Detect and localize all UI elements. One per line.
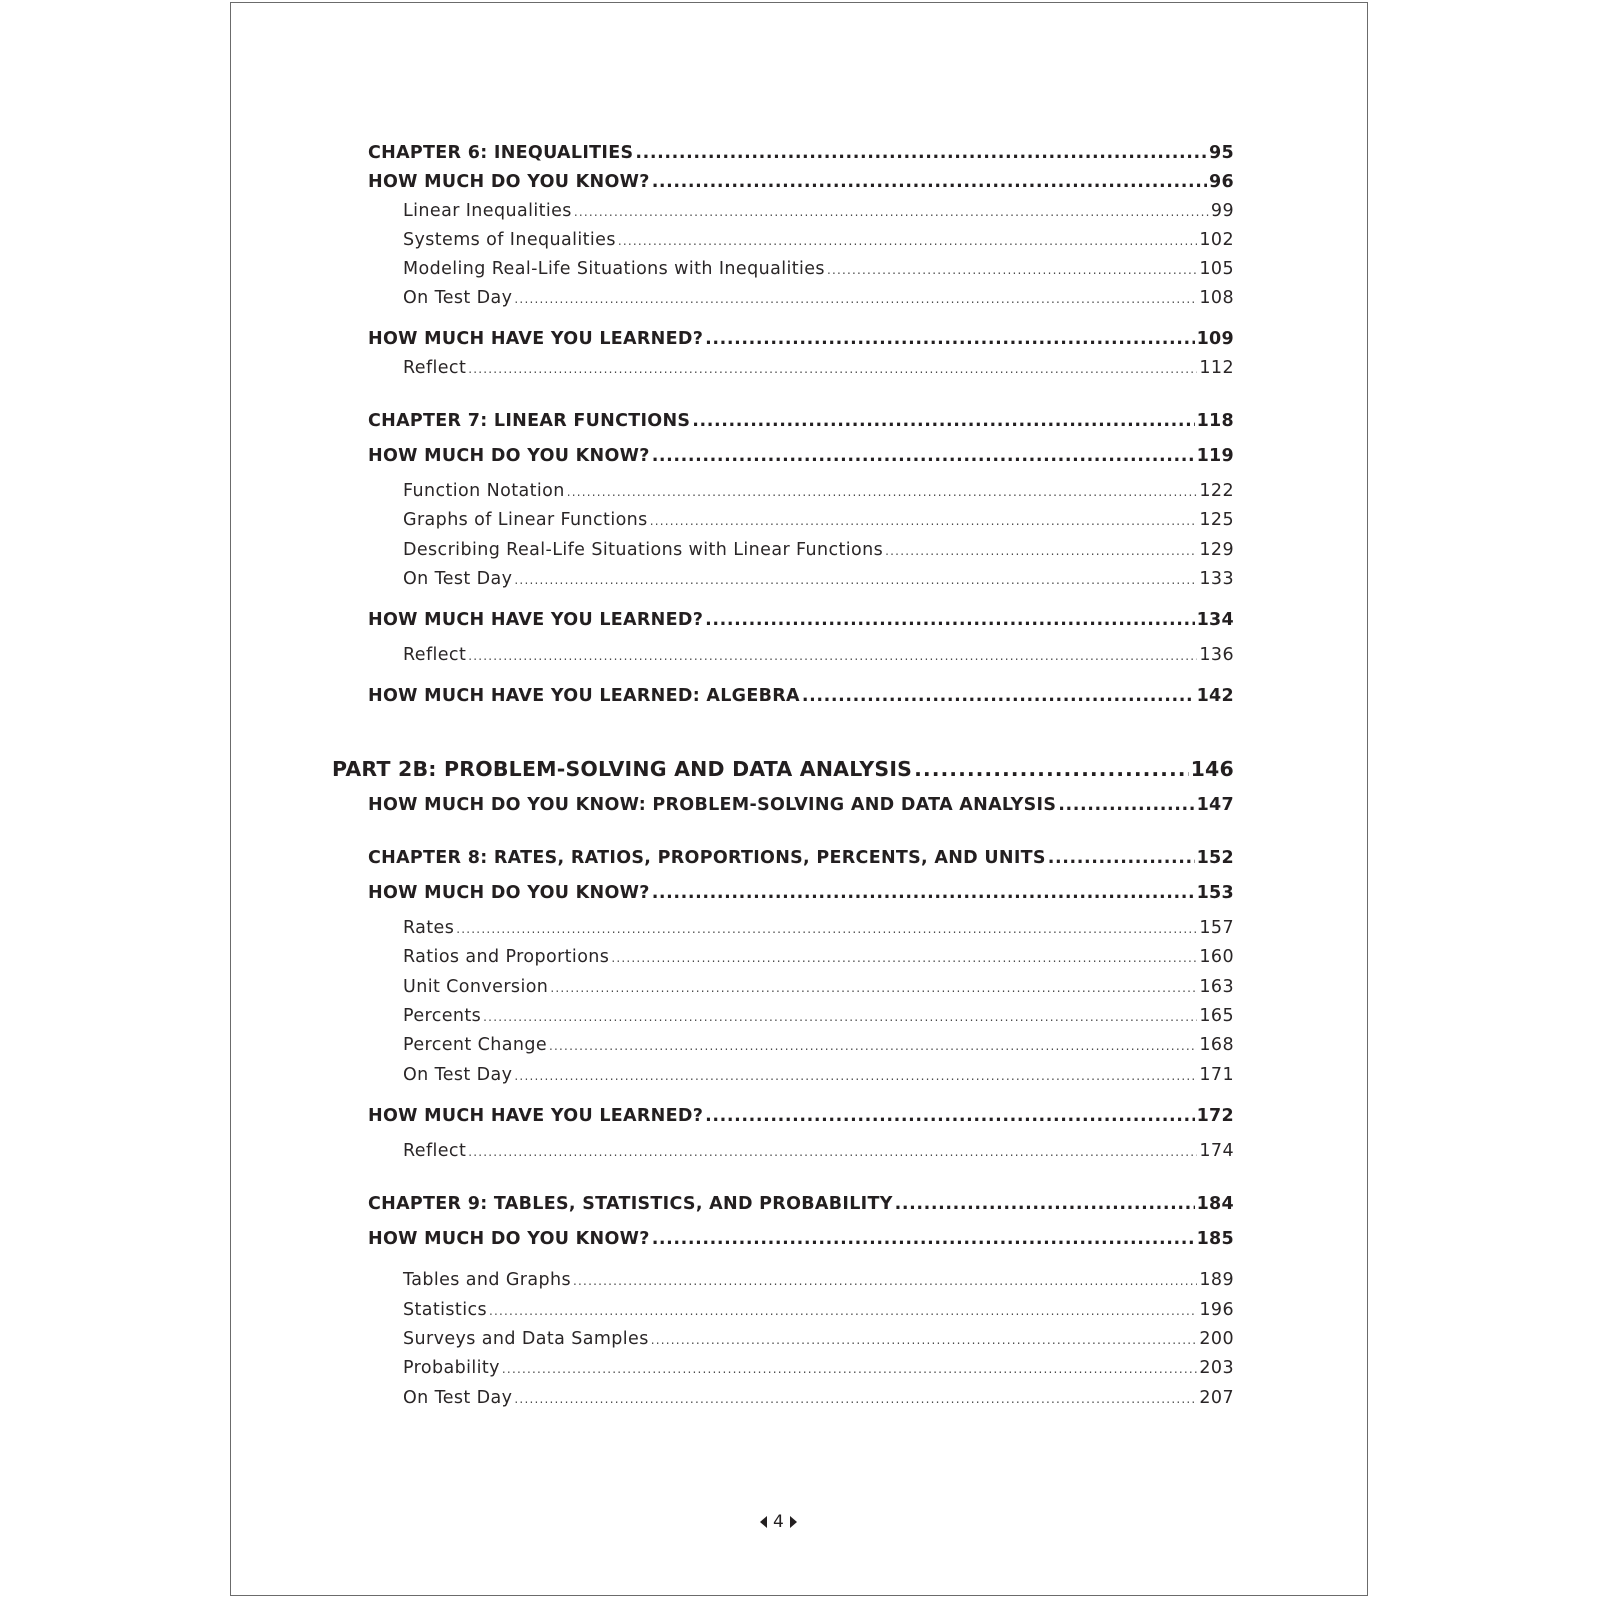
toc-entry-title: Systems of Inequalities xyxy=(403,230,616,250)
toc-entry[interactable] xyxy=(403,569,1234,589)
toc-entry[interactable] xyxy=(368,1194,1234,1214)
dot-leader xyxy=(468,362,1197,376)
dot-leader xyxy=(514,292,1197,306)
toc-entry[interactable] xyxy=(403,540,1234,560)
dot-leader xyxy=(827,263,1197,277)
toc-entry-page: 147 xyxy=(1196,795,1234,815)
toc-entry-page: 122 xyxy=(1199,481,1234,501)
toc-entry[interactable] xyxy=(403,645,1234,665)
toc-entry[interactable] xyxy=(368,795,1234,815)
toc-part-entry[interactable] xyxy=(332,757,1234,781)
dot-leader xyxy=(502,1362,1197,1376)
toc-entry-title: CHAPTER 9: TABLES, STATISTICS, AND PROBABILITY xyxy=(368,1194,893,1214)
toc-entry-page: 163 xyxy=(1199,977,1234,997)
toc-entry[interactable] xyxy=(368,686,1234,706)
toc-entry[interactable] xyxy=(368,848,1234,868)
toc-entry-page: 207 xyxy=(1199,1388,1234,1408)
toc-entry-title: CHAPTER 6: INEQUALITIES xyxy=(368,143,634,163)
toc-entry-page: 129 xyxy=(1199,540,1234,560)
toc-entry-title: Rates xyxy=(403,918,455,938)
toc-entry[interactable] xyxy=(403,977,1234,997)
dot-leader xyxy=(705,1106,1194,1126)
toc-entry-title: HOW MUCH DO YOU KNOW: PROBLEM-SOLVING AND DATA ANALYSIS xyxy=(368,795,1057,815)
toc-entry[interactable] xyxy=(368,883,1234,903)
dot-leader xyxy=(549,1039,1197,1053)
toc-entry[interactable] xyxy=(403,1065,1234,1085)
toc-entry[interactable] xyxy=(403,918,1234,938)
page-footer xyxy=(760,1512,797,1532)
toc-entry-page: 203 xyxy=(1199,1358,1234,1378)
toc-entry-title: On Test Day xyxy=(403,1065,513,1085)
toc-entry-page: 153 xyxy=(1196,883,1234,903)
toc-entry-page: 99 xyxy=(1210,201,1234,221)
toc-entry-page: 109 xyxy=(1196,329,1234,349)
toc-entry-title: On Test Day xyxy=(403,1388,513,1408)
dot-leader xyxy=(567,485,1198,499)
toc-entry-page: 102 xyxy=(1199,230,1234,250)
dot-leader xyxy=(652,446,1195,466)
toc-entry-title: On Test Day xyxy=(403,288,513,308)
dot-leader xyxy=(514,1392,1197,1406)
dot-leader xyxy=(468,1145,1197,1159)
dot-leader xyxy=(468,649,1197,663)
toc-entry-page: 142 xyxy=(1196,686,1234,706)
toc-entry-page: 157 xyxy=(1199,918,1234,938)
toc-entry-page: 189 xyxy=(1199,1270,1234,1290)
toc-entry[interactable] xyxy=(403,288,1234,308)
toc-entry-page: 108 xyxy=(1199,288,1234,308)
dot-leader xyxy=(574,205,1209,219)
dot-leader xyxy=(514,573,1197,587)
page-number: 4 xyxy=(773,1512,784,1532)
toc-entry-title: Linear Inequalities xyxy=(403,201,572,221)
toc-entry-title: On Test Day xyxy=(403,569,513,589)
dot-leader xyxy=(550,981,1197,995)
toc-entry-page: 134 xyxy=(1196,610,1234,630)
toc-entry-page: 146 xyxy=(1190,757,1234,781)
toc-entry-page: 174 xyxy=(1199,1141,1234,1161)
toc-entry[interactable] xyxy=(368,1106,1234,1126)
toc-entry-title: Describing Real-Life Situations with Linear Functions xyxy=(403,540,884,560)
toc-entry[interactable] xyxy=(403,358,1234,378)
toc-entry-title: Surveys and Data Samples xyxy=(403,1329,649,1349)
dot-leader xyxy=(1058,795,1194,815)
dot-leader xyxy=(885,544,1197,558)
toc-entry-title: HOW MUCH HAVE YOU LEARNED? xyxy=(368,329,704,349)
toc-entry-title: HOW MUCH DO YOU KNOW? xyxy=(368,446,650,466)
toc-entry-title: Reflect xyxy=(403,1141,467,1161)
dot-leader xyxy=(652,1229,1195,1249)
toc-entry-title: Reflect xyxy=(403,358,467,378)
toc-entry-page: 152 xyxy=(1196,848,1234,868)
dot-leader xyxy=(692,411,1194,431)
toc-entry-page: 112 xyxy=(1199,358,1234,378)
toc-entry-title: Graphs of Linear Functions xyxy=(403,510,648,530)
dot-leader xyxy=(489,1304,1197,1318)
toc-entry[interactable] xyxy=(403,1006,1234,1026)
toc-entry-title: HOW MUCH HAVE YOU LEARNED? xyxy=(368,1106,704,1126)
toc-entry[interactable] xyxy=(403,230,1234,250)
toc-entry[interactable] xyxy=(403,1358,1234,1378)
toc-entry-page: 200 xyxy=(1199,1329,1234,1349)
toc-entry[interactable] xyxy=(368,143,1234,163)
triangle-right-icon xyxy=(790,1516,797,1528)
toc-entry[interactable] xyxy=(403,1270,1234,1290)
dot-leader xyxy=(802,686,1195,706)
dot-leader xyxy=(652,172,1207,192)
toc-entry[interactable] xyxy=(403,201,1234,221)
toc-entry[interactable] xyxy=(368,172,1234,192)
toc-entry-title: Statistics xyxy=(403,1300,487,1320)
toc-entry-title: Percent Change xyxy=(403,1035,548,1055)
dot-leader xyxy=(895,1194,1195,1214)
toc-entry-page: 185 xyxy=(1196,1229,1234,1249)
toc-entry-page: 196 xyxy=(1199,1300,1234,1320)
dot-leader xyxy=(618,234,1198,248)
toc-entry-title: Tables and Graphs xyxy=(403,1270,572,1290)
toc-entry-page: 165 xyxy=(1199,1006,1234,1026)
toc-entry-title: HOW MUCH HAVE YOU LEARNED? xyxy=(368,610,704,630)
toc-entry[interactable] xyxy=(368,610,1234,630)
toc-entry-title: PART 2B: PROBLEM-SOLVING AND DATA ANALYSIS xyxy=(332,757,913,781)
toc-entry[interactable] xyxy=(403,947,1234,967)
toc-entry[interactable] xyxy=(368,1229,1234,1249)
toc-entry[interactable] xyxy=(368,411,1234,431)
toc-entry[interactable] xyxy=(403,1035,1234,1055)
triangle-left-icon xyxy=(760,1516,767,1528)
toc-entry-page: 172 xyxy=(1196,1106,1234,1126)
toc-entry-page: 96 xyxy=(1209,172,1234,192)
toc-entry-title: Percents xyxy=(403,1006,482,1026)
dot-leader xyxy=(652,883,1195,903)
toc-entry-title: CHAPTER 8: RATES, RATIOS, PROPORTIONS, PERCENTS, AND UNITS xyxy=(368,848,1046,868)
toc-entry-title: HOW MUCH DO YOU KNOW? xyxy=(368,172,650,192)
toc-entry-page: 168 xyxy=(1199,1035,1234,1055)
toc-entry-page: 136 xyxy=(1199,645,1234,665)
toc-entry-page: 184 xyxy=(1196,1194,1234,1214)
toc-entry-page: 133 xyxy=(1199,569,1234,589)
dot-leader xyxy=(456,922,1197,936)
toc-entry-title: HOW MUCH DO YOU KNOW? xyxy=(368,1229,650,1249)
dot-leader xyxy=(705,610,1194,630)
toc-entry-title: Probability xyxy=(403,1358,500,1378)
dot-leader xyxy=(611,951,1197,965)
toc-entry[interactable] xyxy=(403,481,1234,501)
dot-leader xyxy=(1048,848,1195,868)
toc-entry[interactable] xyxy=(368,446,1234,466)
dot-leader xyxy=(651,1333,1198,1347)
toc-entry-title: CHAPTER 7: LINEAR FUNCTIONS xyxy=(368,411,691,431)
toc-entry-page: 125 xyxy=(1199,510,1234,530)
toc-entry[interactable] xyxy=(403,1329,1234,1349)
dot-leader xyxy=(914,757,1188,781)
toc-entry[interactable] xyxy=(403,510,1234,530)
toc-entry-title: Modeling Real-Life Situations with Inequalities xyxy=(403,259,825,279)
toc-entry-title: Ratios and Proportions xyxy=(403,947,610,967)
toc-entry[interactable] xyxy=(403,1300,1234,1320)
toc-entry-page: 95 xyxy=(1209,143,1234,163)
toc-entry-title: Function Notation xyxy=(403,481,565,501)
dot-leader xyxy=(650,514,1198,528)
dot-leader xyxy=(514,1069,1197,1083)
toc-entry-page: 105 xyxy=(1199,259,1234,279)
dot-leader xyxy=(635,143,1207,163)
toc-entry-title: Reflect xyxy=(403,645,467,665)
toc-entry-title: HOW MUCH DO YOU KNOW? xyxy=(368,883,650,903)
dot-leader xyxy=(705,329,1194,349)
toc-entry-page: 171 xyxy=(1199,1065,1234,1085)
toc-entry-page: 119 xyxy=(1196,446,1234,466)
toc-entry[interactable] xyxy=(403,1388,1234,1408)
toc-entry-title: HOW MUCH HAVE YOU LEARNED: ALGEBRA xyxy=(368,686,800,706)
dot-leader xyxy=(483,1010,1197,1024)
toc-entry-page: 118 xyxy=(1196,411,1234,431)
toc-entry-title: Unit Conversion xyxy=(403,977,549,997)
toc-entry[interactable] xyxy=(368,329,1234,349)
dot-leader xyxy=(573,1274,1197,1288)
toc-entry[interactable] xyxy=(403,1141,1234,1161)
toc-entry-page: 160 xyxy=(1199,947,1234,967)
toc-entry[interactable] xyxy=(403,259,1234,279)
